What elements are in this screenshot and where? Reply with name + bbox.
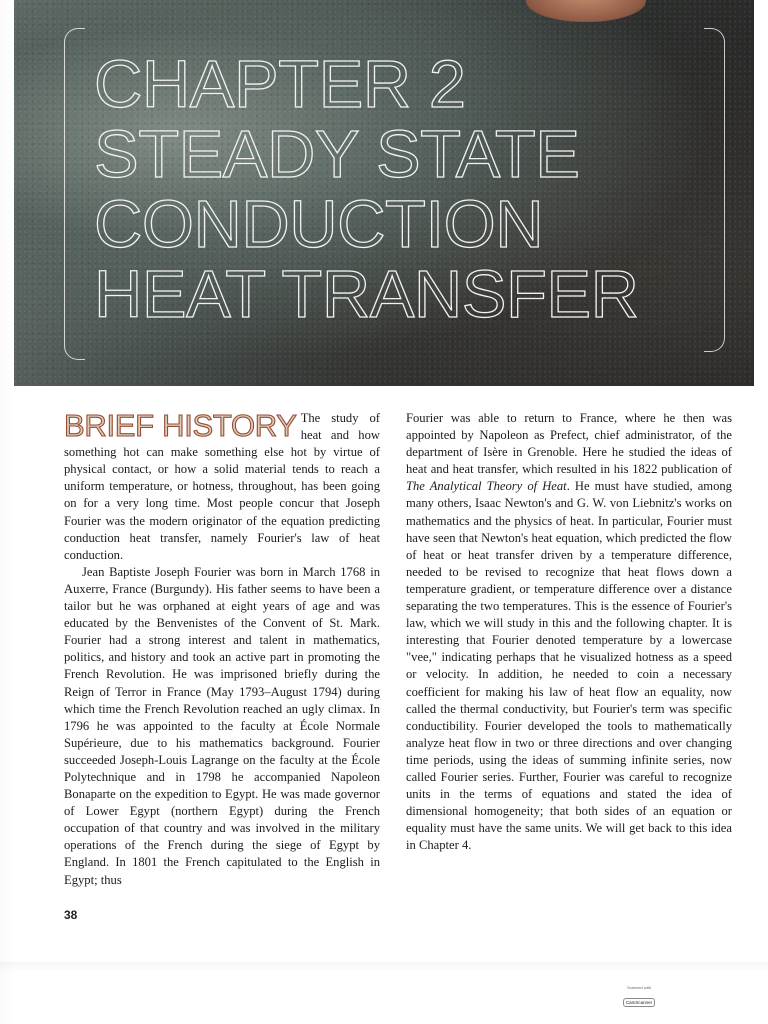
biography-paragraph: Jean Baptiste Joseph Fourier was born in March 1768 in Auxerre, France (Burgundy). His father seems to have been a tailor but he was orphaned at eight years of age and was educated by the Benvenistes of the Convent of St. Mark. Fourier had a strong interest and talent in mathematics, politics, and history and took an active part in promoting the French Revolution. He was imprisoned briefly during the Reign of Terror in France (May 1793–August 1794) during which time the French Revolution reached an ugly climax. In 1796 he was appointed to the faculty at École Normale Supérieure, due to his mathematics background. Fourier succeeded Joseph-Louis Lagrange on the faculty at the École Polytechnique and in 1798 he accompanied Napoleon Bonaparte on the expedition to Egypt. He was made governor of Lower Egypt (northern Egypt) during the French occupation of that country and was involved in the military operations of the French during the siege of Egypt by England. In 1801 the French capitulated to the English in Egypt; thus (64, 564, 380, 887)
chapter-banner (14, 0, 754, 386)
scanner-watermark (622, 985, 656, 1013)
scanner-watermark-logo: CamScanner (623, 998, 655, 1007)
chapter-title (94, 47, 639, 332)
scanner-watermark-caption: Scanned with (626, 985, 651, 990)
page-bottom-shadow (0, 962, 768, 972)
chapter-title-line: STEADY STATE (94, 117, 580, 192)
page-edge (0, 0, 14, 1024)
section-heading: BRIEF HISTORY (64, 408, 297, 443)
left-text-column (64, 410, 380, 889)
page-number: 38 (64, 908, 78, 922)
book-title: The Analytical Theory of Heat (406, 479, 567, 494)
chapter-title-line: HEAT TRANSFER (94, 257, 639, 332)
intro-text: The study of heat and how something hot can make something else hot by virtue of physical contact, or how a solid material tends to reach a uniform temperature, or hotness, throughout, has been going on for a very long time. Most people concur that Joseph Fourier was the modern originator of the equation predicting conduction heat transfer, namely Fourier's law of heat conduction. (64, 411, 380, 562)
title-bracket-right (704, 28, 725, 352)
fourier-law-paragraph (406, 410, 732, 854)
chapter-title-line: CHAPTER 2 (94, 47, 466, 122)
paragraph-text: . He must have studied, among many others, Isaac Newton's and G. W. von Liebnitz's works on mathematics and the physics of heat. In particular, Fourier must have seen that Newton's heat equation, which predicted the flow of heat or heat transfer driven by a temperature difference, needed to be revised to recognize that heat flows down a temperature gradient, or temperature difference over a distance separating the two temperatures. This is the essence of Fourier's law, which we will study in this and the following chapter. It is interesting that Fourier denoted temperature by a lowercase "vee," indicating perhaps that he visualized hotness as a speed or velocity. In addition, he needed to coin a necessary coefficient for making his law of heat flow an equality, now called the thermal conductivity, but Fourier's term was specific conductibility. Fourier developed the tools to mathematically analyze heat flow in two or three directions and over changing time periods, using the ideas of summing infinite series, now called Fourier series. Further, Fourier was careful to recognize units in the terms of equations and stated the idea of dimensional homogeneity; that both sides of an equation or equality must have the same units. We will get back to this idea in Chapter 4. (406, 479, 732, 853)
title-bracket-left (64, 28, 85, 360)
paragraph-text: Fourier was able to return to France, where he then was appointed by Napoleon as Prefect, chief administrator, of the department of Isère in Grenoble. Here he studied the ideas of heat and heat transfer, which resulted in his 1822 publication of (406, 411, 732, 477)
chapter-title-line: CONDUCTION (94, 187, 544, 262)
intro-paragraph (64, 410, 380, 564)
right-text-column (406, 410, 732, 854)
